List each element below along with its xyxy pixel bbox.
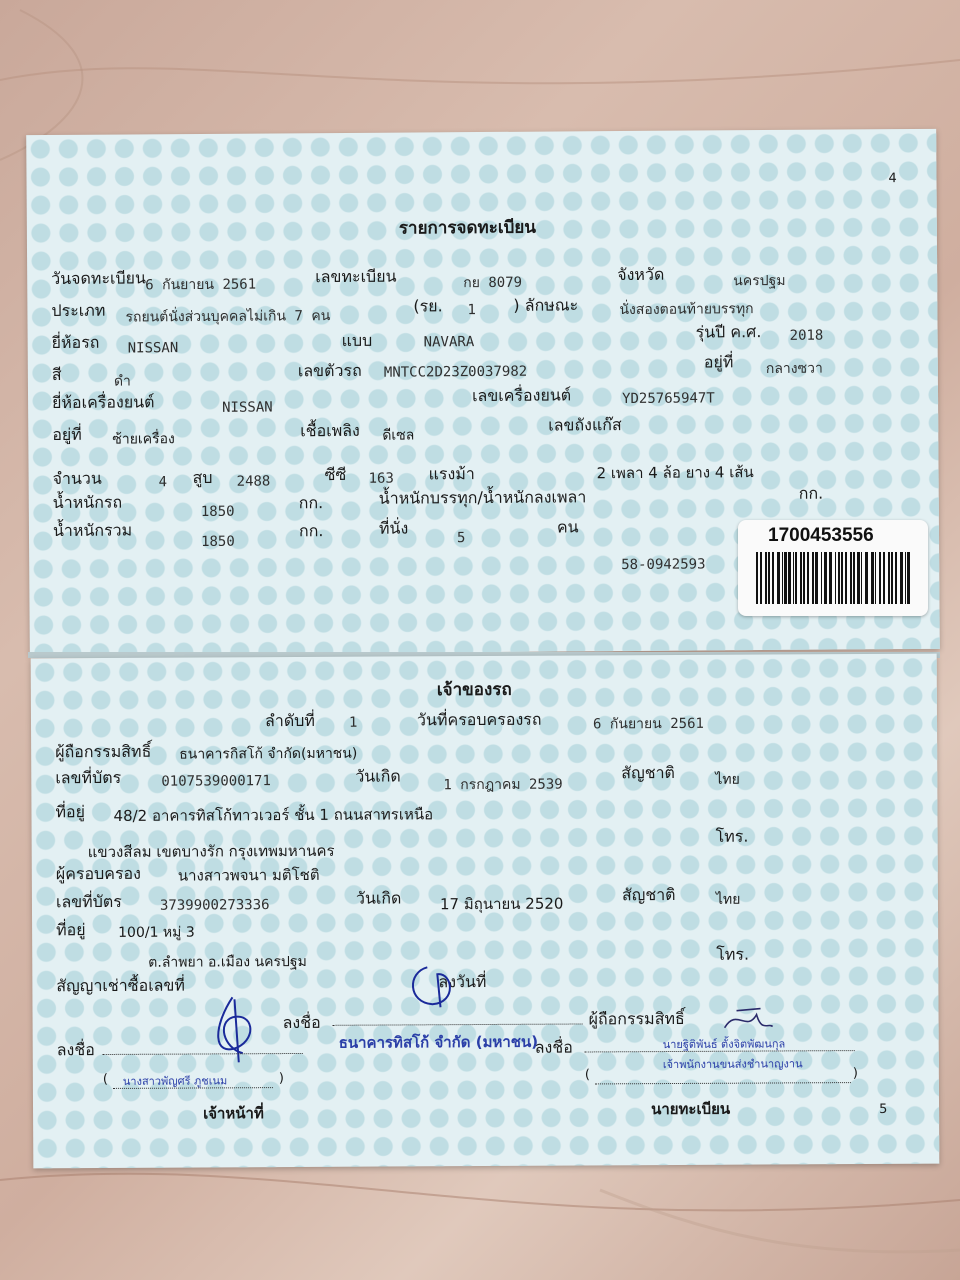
sign-label-left: ลงชื่อ	[56, 1040, 95, 1060]
lease-number-label: สัญญาเช่าซื้อเลขที่	[56, 975, 185, 996]
barcode-bar	[850, 552, 852, 604]
barcode-bar	[861, 552, 862, 604]
barcode-bar	[845, 552, 847, 604]
barcode-bar	[821, 552, 822, 604]
color-label: สี	[51, 364, 62, 385]
ry-label: (รย.	[413, 296, 443, 316]
possessor-id: 3739900273336	[159, 897, 270, 914]
owner-birth: 1 กรกฎาคม 2539	[443, 776, 563, 794]
seats-label: ที่นั่ง	[378, 518, 409, 538]
officer-signature-icon	[202, 987, 272, 1067]
barcode-bar	[835, 552, 836, 604]
barcode-bar	[853, 552, 855, 604]
barcode-bar	[891, 552, 893, 604]
barcode-bar	[812, 552, 814, 604]
page-number: 5	[879, 1101, 888, 1117]
seats: 5	[456, 530, 466, 547]
chassis-location: กลางซวา	[765, 360, 823, 378]
kg-label-3: กก.	[298, 521, 324, 541]
barcode-bar	[824, 552, 827, 604]
owner-page	[31, 654, 940, 1169]
registrar-title: เจ้าพนักงานขนส่งชำนาญงาน	[662, 1057, 803, 1072]
possessor-name: นางสาวพจนา มติโชติ	[177, 865, 320, 885]
barcode-bar	[871, 552, 874, 604]
order-number: 1	[348, 714, 358, 731]
chassis-number: MNTCC2D23Z0037982	[383, 363, 528, 381]
engine-location-label: อยู่ที่	[52, 424, 82, 445]
barcode-icon	[756, 552, 912, 604]
reg-date-label: วันจดทะเบียน	[51, 268, 147, 289]
engine-brand-label: ยี่ห้อเครื่องยนต์	[51, 392, 155, 413]
ry-number: 1	[467, 302, 476, 319]
owner-address-line2: แขวงสีลม เขตบางรัก กรุงเทพมหานคร	[87, 841, 335, 862]
color: ดำ	[113, 373, 131, 390]
gross-weight: 1850	[200, 533, 235, 550]
province-label: จังหวัด	[617, 264, 665, 285]
sign-line-left	[103, 1039, 303, 1055]
vehicle-type: รถยนต์นั่งส่วนบุคคลไม่เกิน 7 คน	[125, 308, 331, 326]
barcode-bar	[900, 552, 903, 604]
model-year: 2018	[789, 327, 824, 344]
reg-date: 6 กันยายน 2561	[145, 276, 257, 294]
barcode-bar	[772, 552, 774, 604]
year-label: รุ่นปี ค.ศ.	[695, 322, 762, 342]
officer-name: นางสาวพัญศรี ภูชเนม	[122, 1074, 228, 1088]
possessor-birth: 17 มิถุนายน 2520	[439, 894, 564, 914]
barcode-bar	[879, 552, 881, 604]
owner-phone-label: โทร.	[715, 826, 749, 846]
possessor-address-line2: ต.ลำพยา อ.เมือง นครปฐม	[148, 953, 307, 971]
owner-address-label: ที่อยู่	[55, 802, 86, 822]
brand-label: ยี่ห้อรถ	[51, 332, 100, 353]
character-label: ) ลักษณะ	[513, 295, 579, 315]
possessor-birth-label: วันเกิด	[355, 888, 402, 908]
engine-number: YD25765947T	[621, 390, 715, 408]
owner-birth-label: วันเกิด	[355, 766, 401, 786]
barcode-number: 1700453556	[768, 525, 874, 546]
barcode-bar	[841, 552, 843, 604]
barcode-bar	[875, 552, 876, 604]
barcode-bar	[888, 552, 890, 604]
kg-label-2: กก.	[798, 483, 824, 503]
owner-signature-icon	[402, 962, 472, 1012]
horsepower: 163	[368, 470, 394, 487]
barcode-bar	[795, 552, 797, 604]
owner-title: เจ้าของรถ	[436, 679, 512, 701]
possessor-phone-label: โทร.	[716, 944, 750, 964]
barcode-bar	[760, 552, 762, 604]
possessor-address-label: ที่อยู่	[56, 920, 86, 940]
barcode-bar	[829, 552, 832, 604]
lease-date-label: ลงวันที่	[438, 971, 487, 992]
hp-label: แรงม้า	[428, 464, 475, 484]
plate-label: เลขทะเบียน	[315, 266, 397, 287]
registration-title: รายการจดทะเบียน	[398, 217, 537, 239]
possessor-nationality-label: สัญชาติ	[621, 885, 676, 905]
registrar-label: นายทะเบียน	[650, 1099, 731, 1119]
possession-date: 6 กันยายน 2561	[592, 715, 704, 733]
barcode-bar	[865, 552, 868, 604]
gas-tank-label: เลขถังแก๊ส	[548, 415, 622, 435]
model: NAVARA	[423, 334, 475, 351]
barcode-bar	[800, 552, 802, 604]
barcode-bar	[907, 552, 910, 604]
owner-nationality: ไทย	[715, 771, 740, 788]
payload-label: น้ำหนักบรรทุก/น้ำหนักลงเพลา	[378, 487, 587, 508]
engine-location: ซ้ายเครื่อง	[112, 431, 175, 448]
registrar-name-close-paren: )	[852, 1066, 858, 1082]
barcode-bar	[765, 552, 767, 604]
owner-sign-label: ผู้ถือกรรมสิทธิ์	[588, 1008, 685, 1029]
fuel: ดีเซล	[382, 427, 415, 444]
cylinder-label: สูบ	[192, 467, 213, 488]
model-label: แบบ	[341, 330, 373, 350]
type-label: ประเภท	[51, 300, 106, 321]
registrar-name-line	[595, 1068, 851, 1084]
bank-stamp: ธนาคารทิสโก้ จำกัด (มหาชน)	[338, 1032, 539, 1052]
count-label: จำนวน	[52, 468, 102, 489]
officer-name-open-paren: (	[102, 1071, 108, 1088]
owner-id: 0107539000171	[161, 773, 271, 790]
barcode-bar	[788, 552, 791, 604]
barcode-bar	[803, 552, 805, 604]
cylinders: 4	[158, 474, 168, 491]
form-serial-number: 58-0942593	[621, 556, 706, 574]
owner-address-line1: 48/2 อาคารทิสโก้ทาวเวอร์ ชั้น 1 ถนนสาทรเหนือ	[113, 805, 434, 825]
province: นครปฐม	[733, 272, 786, 290]
persons-label: คน	[556, 517, 579, 537]
officer-name-close-paren: )	[278, 1071, 284, 1087]
owner-label: ผู้ถือกรรมสิทธิ์	[55, 741, 152, 762]
vehicle-weight: 1850	[200, 503, 235, 520]
sign-line-center	[333, 1009, 583, 1025]
brand: NISSAN	[127, 340, 179, 357]
cc-label: ซีซี	[324, 464, 347, 485]
plate-number: กย 8079	[463, 274, 523, 292]
weight-label: น้ำหนักรถ	[52, 492, 123, 513]
barcode-sticker	[738, 520, 928, 616]
registrar-name: นายฐิติพันธ์ ตั้งจิตพัฒนกุล	[662, 1037, 786, 1052]
barcode-bar	[756, 552, 758, 604]
barcode-bar	[883, 552, 885, 604]
gross-weight-label: น้ำหนักรวม	[52, 520, 133, 541]
owner-name: ธนาคารกิสโก้ จำกัด(มหาชน)	[179, 745, 358, 763]
engine-number-label: เลขเครื่องยนต์	[471, 385, 572, 406]
possessor-label: ผู้ครอบครอง	[55, 863, 142, 884]
possessor-nationality: ไทย	[715, 891, 741, 908]
page-number: 4	[888, 171, 897, 187]
possession-date-label: วันที่ครอบครองรถ	[416, 709, 542, 730]
barcode-bar	[815, 552, 818, 604]
order-label: ลำดับที่	[264, 710, 315, 731]
axles: 2 เพลา 4 ล้อ ยาง 4 เส้น	[596, 463, 754, 483]
engine-brand: NISSAN	[222, 399, 273, 416]
possessor-id-label: เลขที่บัตร	[55, 891, 122, 912]
barcode-bar	[905, 552, 906, 604]
barcode-bar	[768, 552, 770, 604]
registrar-name-open-paren: (	[584, 1067, 590, 1083]
possessor-address-line1: 100/1 หมู่ 3	[118, 924, 195, 941]
sign-label-right: ลงชื่อ	[534, 1037, 573, 1057]
barcode-bar	[895, 552, 897, 604]
barcode-bar	[793, 552, 794, 604]
barcode-bar	[784, 552, 787, 604]
chassis-label: เลขตัวรถ	[297, 360, 362, 381]
owner-nationality-label: สัญชาติ	[621, 763, 675, 783]
fuel-label: เชื้อเพลิง	[300, 420, 360, 441]
barcode-bar	[857, 552, 860, 604]
engine-cc: 2488	[236, 473, 271, 490]
sign-label-center: ลงชื่อ	[282, 1012, 321, 1033]
chassis-location-label: อยู่ที่	[703, 352, 734, 372]
owner-id-label: เลขที่บัตร	[55, 767, 122, 788]
officer-label: เจ้าหน้าที่	[203, 1104, 264, 1123]
vehicle-character: นั่งสองตอนท้ายบรรทุก	[619, 301, 754, 319]
barcode-bar	[838, 552, 840, 604]
barcode-bar	[807, 552, 809, 604]
barcode-bar	[777, 552, 780, 604]
barcode-bar	[782, 552, 783, 604]
kg-label-1: กก.	[298, 493, 324, 513]
